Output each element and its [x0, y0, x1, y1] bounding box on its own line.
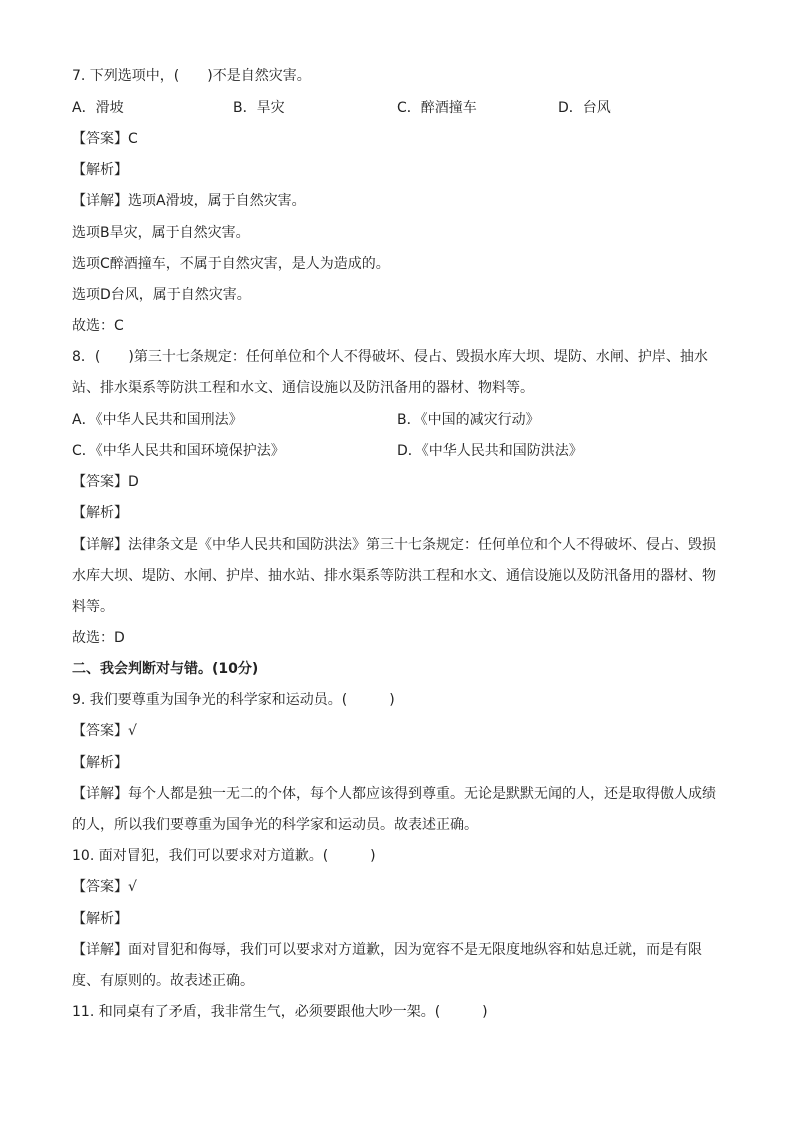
q10-detail-line: 度、有原则的。故表述正确。 [72, 973, 254, 989]
q7-option-c: C．醉酒撞车 [397, 100, 477, 116]
q8-conclusion: 故选：D [72, 630, 125, 646]
q10-analysis-label: 【解析】 [72, 911, 128, 927]
q7-detail-line: 选项D台风，属于自然灾害。 [72, 287, 251, 303]
q8-option-d: D．《中华人民共和国防洪法》 [397, 443, 583, 459]
question-8-stem-line: 8．( )第三十七条规定：任何单位和个人不得破坏、侵占、毁损水库大坝、堤防、水闸、护岸、抽水 [72, 349, 708, 365]
q7-option-b: B．旱灾 [233, 100, 285, 116]
q7-detail-line: 选项B旱灾，属于自然灾害。 [72, 225, 250, 241]
q8-option-c: C．《中华人民共和国环境保护法》 [72, 443, 285, 459]
q8-analysis-label: 【解析】 [72, 505, 128, 521]
q8-detail-line: 水库大坝、堤防、水闸、护岸、抽水站、排水渠系等防洪工程和水文、通信设施以及防汛备用的器材、物 [72, 568, 716, 584]
q10-detail-line: 【详解】面对冒犯和侮辱，我们可以要求对方道歉，因为宽容不是无限度地纵容和姑息迁就，而是有限 [72, 942, 702, 958]
q7-option-d: D．台风 [558, 100, 611, 116]
question-11-stem: 11. 和同桌有了矛盾，我非常生气，必须要跟他大吵一架。( ) [72, 1004, 488, 1020]
q9-answer: 【答案】√ [72, 723, 137, 739]
q7-detail-line: 选项C醉酒撞车，不属于自然灾害，是人为造成的。 [72, 256, 390, 272]
q8-detail-line: 【详解】法律条文是《中华人民共和国防洪法》第三十七条规定：任何单位和个人不得破坏、侵占、毁损 [72, 537, 716, 553]
q9-analysis-label: 【解析】 [72, 755, 128, 771]
question-8-stem-line: 站、排水渠系等防洪工程和水文、通信设施以及防汛备用的器材、物料等。 [72, 380, 534, 396]
q9-detail-line: 的人，所以我们要尊重为国争光的科学家和运动员。故表述正确。 [72, 817, 478, 833]
q9-detail-line: 【详解】每个人都是独一无二的个体，每个人都应该得到尊重。无论是默默无闻的人，还是取得傲人成绩 [72, 786, 716, 802]
q7-analysis-label: 【解析】 [72, 162, 128, 178]
q8-option-a: A．《中华人民共和国刑法》 [72, 412, 243, 428]
q8-option-b: B．《中国的减灾行动》 [397, 412, 540, 428]
q7-answer: 【答案】C [72, 131, 138, 147]
section-2-title: 二、我会判断对与错。(10分) [72, 661, 259, 677]
q10-answer: 【答案】√ [72, 879, 137, 895]
q7-detail-line: 【详解】选项A滑坡，属于自然灾害。 [72, 193, 306, 209]
question-10-stem: 10. 面对冒犯，我们可以要求对方道歉。( ) [72, 848, 376, 864]
question-9-stem: 9. 我们要尊重为国争光的科学家和运动员。( ) [72, 692, 395, 708]
q8-detail-line: 料等。 [72, 599, 114, 615]
q8-answer: 【答案】D [72, 474, 139, 490]
q7-conclusion: 故选：C [72, 318, 124, 334]
question-7-stem: 7. 下列选项中，( )不是自然灾害。 [72, 68, 311, 84]
q7-option-a: A．滑坡 [72, 100, 124, 116]
